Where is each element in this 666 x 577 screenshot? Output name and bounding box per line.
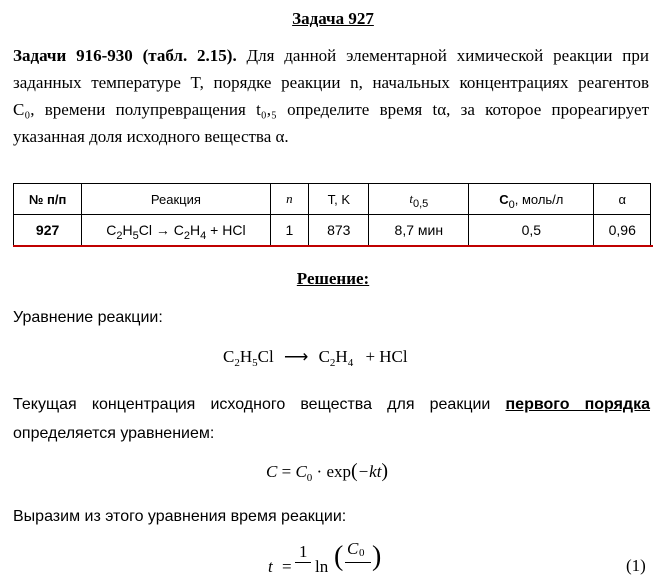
time-equation: t = 1 ln ( C 0 ) — [268, 539, 382, 576]
cell-n: 1 — [270, 215, 308, 246]
cell-t: 873 — [309, 215, 369, 246]
equation-number: (1) — [626, 556, 646, 575]
header-t: T, K — [309, 184, 369, 215]
problem-line-1: Для данной элементарной химической реакции при — [236, 46, 649, 65]
cell-reaction: $C_2H_5Cl \to C_2H_4$ + HCl — [82, 215, 270, 246]
reaction-arrow: ⟶ — [283, 347, 309, 366]
header-num: № п/п — [14, 184, 82, 215]
cell-t05: 8,7 мин — [369, 215, 469, 246]
table-header-row — [14, 184, 651, 215]
problem-line-4: указанная доля исходного вещества α. — [13, 127, 289, 146]
solution-heading: Решение: — [296, 269, 370, 288]
first-order-emphasis: первого порядка — [505, 396, 650, 413]
problem-bold-prefix: Задачи 916-930 (табл. 2.15). — [13, 46, 237, 65]
table-underline — [13, 245, 653, 247]
reaction-label: Уравнение реакции: — [13, 309, 163, 326]
concentration-text: Текущая концентрация исходного вещества для реакции первого порядка определяется уравнением: — [13, 396, 650, 442]
problem-line-3: C₀, времени полупревращения t₀,₅ определите время tα, за которое прореагирует — [13, 100, 649, 119]
header-c0: $C_0$, моль/л — [469, 184, 594, 215]
cell-c0: 0,5 — [469, 215, 594, 246]
table-row — [14, 215, 651, 246]
header-t05: $t_{0,5}$ — [369, 184, 469, 215]
problem-statement — [13, 42, 649, 150]
data-table — [13, 183, 651, 246]
page-title: Задача 927 — [292, 9, 374, 28]
header-alpha: α — [594, 184, 651, 215]
cell-alpha: 0,96 — [594, 215, 651, 246]
reaction-equation: $C_2H_5Cl$ ⟶ $C_2H_4$ + HCl — [223, 347, 408, 369]
problem-line-2: заданных температуре T, порядке реакции n, начальных концентрациях реагентов — [13, 73, 649, 92]
time-text: Выразим из этого уравнения время реакции: — [13, 508, 347, 525]
concentration-equation: $C = C_0 \cdot \exp(-kt)$ — [266, 460, 389, 484]
cell-num: 927 — [14, 215, 82, 246]
header-n: n — [270, 184, 308, 215]
header-reaction: Реакция — [82, 184, 270, 215]
